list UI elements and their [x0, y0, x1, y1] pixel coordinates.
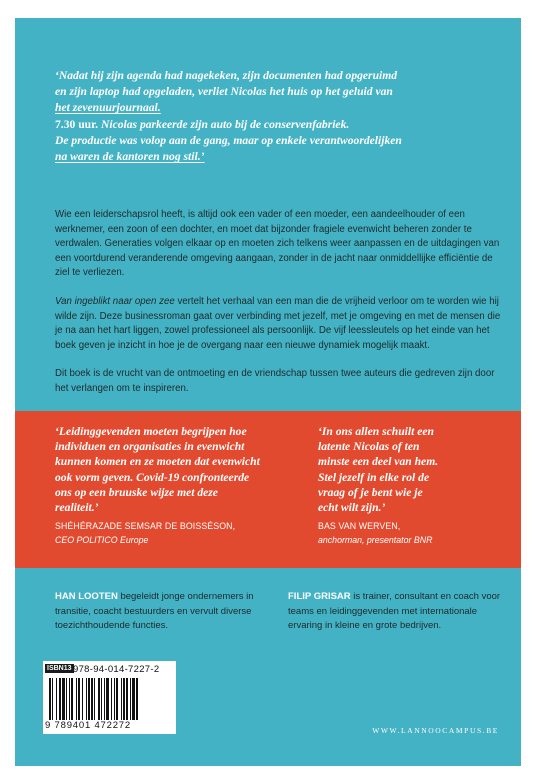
opening-quote-line: ‘Nadat hij zijn agenda had nagekeken, zijn documenten had opgeruimd	[55, 69, 398, 82]
barcode-bar	[82, 678, 83, 720]
endorsement-quote-1	[55, 424, 260, 515]
paragraph-line: boek geven je inzicht in hoe je de overgang naar een nieuwe dynamiek mogelijk maakt.	[55, 339, 430, 351]
isbn-number: 978-94-014-7227-2	[73, 664, 160, 675]
description-paragraph-1	[55, 208, 503, 281]
publisher-website: WWW.LANNOOCAMPUS.BE	[372, 726, 499, 735]
endorsement-band	[15, 411, 521, 568]
barcode-bar	[111, 678, 112, 720]
book-title-inline: Van ingeblikt naar open zee	[55, 296, 175, 307]
paragraph-line: je na aan het hart liggen, zowel professioneel als persoonlijk. De vijf leessleutels op het einde van het	[55, 325, 490, 337]
book-back-cover	[15, 18, 521, 766]
barcode-bar	[126, 678, 128, 720]
author-name: FILIP GRISAR	[288, 591, 351, 602]
barcode-bar	[62, 678, 65, 720]
barcode-bar	[104, 678, 105, 720]
opening-quote-text: Nicolas parkeerde zijn auto bij de conservenfabriek.	[100, 117, 350, 131]
endorsement-line: vraag of je bent wie je	[318, 485, 423, 499]
endorsement-line: ook vorm geven. Covid-19 confronteerde	[55, 470, 250, 484]
bio-text: begeleidt jonge ondernemers in	[117, 591, 254, 602]
barcode-bar	[94, 678, 95, 720]
time-stamp: 7.30 uur.	[55, 117, 99, 131]
endorsement-quote-2	[318, 424, 438, 515]
paragraph-line: ziel te verliezen.	[55, 267, 125, 279]
bio-text: is trainer, consultant en coach voor	[350, 591, 501, 602]
paragraph-line: Wie een leiderschapsrol heeft, is altijd ook een vader of een moeder, een aandeelhouder of een	[55, 209, 465, 220]
endorser-role-1: CEO POLITICO Europe	[55, 535, 149, 545]
isbn-barcode	[43, 661, 176, 734]
bio-line: transitie, coacht bestuurders en vervult diverse	[55, 605, 252, 617]
endorsement-line: realiteit.’	[55, 501, 99, 515]
endorsement-line: individuen en organisaties in evenwicht	[55, 440, 245, 454]
barcode-bar	[114, 678, 115, 720]
barcode-bar	[59, 678, 61, 720]
barcode-bar	[132, 678, 135, 720]
barcode-bar	[88, 678, 90, 720]
endorsement-line: echt wilt zijn.’	[318, 501, 386, 515]
barcode-bar	[66, 678, 67, 720]
opening-quote-line: het zevenuurjournaal.	[55, 101, 161, 115]
endorsement-line: ‘In ons allen schuilt een	[318, 425, 434, 438]
paragraph-line: werknemer, een zoon of een dochter, en moet dat bijzonder fragiele evenwicht beheren zonder te	[55, 223, 472, 235]
barcode-bar	[116, 678, 118, 720]
barcode-bar	[76, 678, 77, 720]
isbn-label: ISBN13	[47, 665, 72, 672]
endorsement-line: minste een deel van hem.	[318, 455, 439, 469]
endorsement-line: ons op een bruuske wijze met deze	[55, 485, 218, 499]
opening-quote-line	[55, 117, 495, 133]
paragraph-line: wilde zijn. Deze businessroman gaat over verbinding met jezelf, met je omgeving en met de mensen die	[55, 310, 501, 322]
barcode-bar	[136, 678, 138, 720]
author-bio-2	[288, 590, 500, 634]
bio-line: toezichthoudende functies.	[55, 620, 169, 631]
opening-quote-line: na waren de kantoren nog stil.’	[55, 150, 205, 164]
barcode-bar	[123, 678, 125, 720]
opening-quote-line: De productie was volop aan de gang, maar op enkele verantwoordelijken	[55, 133, 402, 147]
endorsement-line: Stel jezelf in elke rol de	[318, 470, 430, 484]
barcode-bar	[106, 678, 109, 720]
barcode-bar	[69, 678, 70, 720]
barcode-bar	[91, 678, 93, 720]
paragraph-line	[55, 295, 503, 310]
barcode-bar	[86, 678, 87, 720]
bio-line: teams en leidinggevenden met internationale	[288, 605, 478, 617]
barcode-bar	[49, 678, 51, 720]
bio-line	[288, 590, 500, 605]
bio-line: ervaring in kleine en grote bedrijven.	[288, 620, 442, 631]
endorser-name-1: SHÉHÉRAZADE SEMSAR DE BOISSÉSON,	[55, 521, 236, 531]
endorsement-line: ‘Leidinggevenden moeten begrijpen hoe	[55, 425, 247, 438]
barcode-bar	[78, 678, 80, 720]
paragraph-line: Dit boek is de vrucht van de ontmoeting en de vriendschap tussen twee auteurs die gedreven zijn door	[55, 368, 495, 379]
description-paragraph-3	[55, 367, 503, 396]
barcode-bar	[121, 678, 122, 720]
paragraph-line: verdwalen. Generaties volgen elkaar op en moeten zich telkens weer aanpassen en de uitdagingen van	[55, 238, 500, 250]
author-name: HAN LOOTEN	[55, 591, 118, 602]
endorser-name-2: BAS VAN WERVEN,	[318, 521, 401, 531]
author-bio-1	[55, 590, 254, 634]
barcode-bars-icon	[49, 678, 170, 720]
opening-quote	[55, 68, 495, 165]
barcode-bar	[130, 678, 131, 720]
barcode-bar	[52, 678, 53, 720]
barcode-bar	[56, 678, 57, 720]
endorsement-line: latente Nicolas of ten	[318, 440, 420, 454]
barcode-bar	[101, 678, 102, 720]
paragraph-line: het verlangen om te inspireren.	[55, 382, 189, 394]
paragraph-text: vertelt het verhaal van een man die de vrijheid verloor om te worden wie hij	[174, 296, 499, 307]
description-paragraph-2	[55, 295, 503, 353]
barcode-digits: 9 789401 472272	[45, 720, 131, 731]
opening-quote-line: en zijn laptop had opgeladen, verliet Nicolas het huis op het geluid van	[55, 85, 393, 99]
endorsement-line: kunnen komen en ze moeten dat evenwicht	[55, 455, 260, 469]
endorser-role-2: anchorman, presentator BNR	[318, 535, 433, 545]
bio-line	[55, 590, 254, 605]
barcode-bar	[98, 678, 100, 720]
paragraph-line: een voortdurend veranderende omgeving aangaan, zonder in de jacht naar onmiddellijke efficiëntie de	[55, 252, 493, 264]
barcode-bar	[71, 678, 73, 720]
